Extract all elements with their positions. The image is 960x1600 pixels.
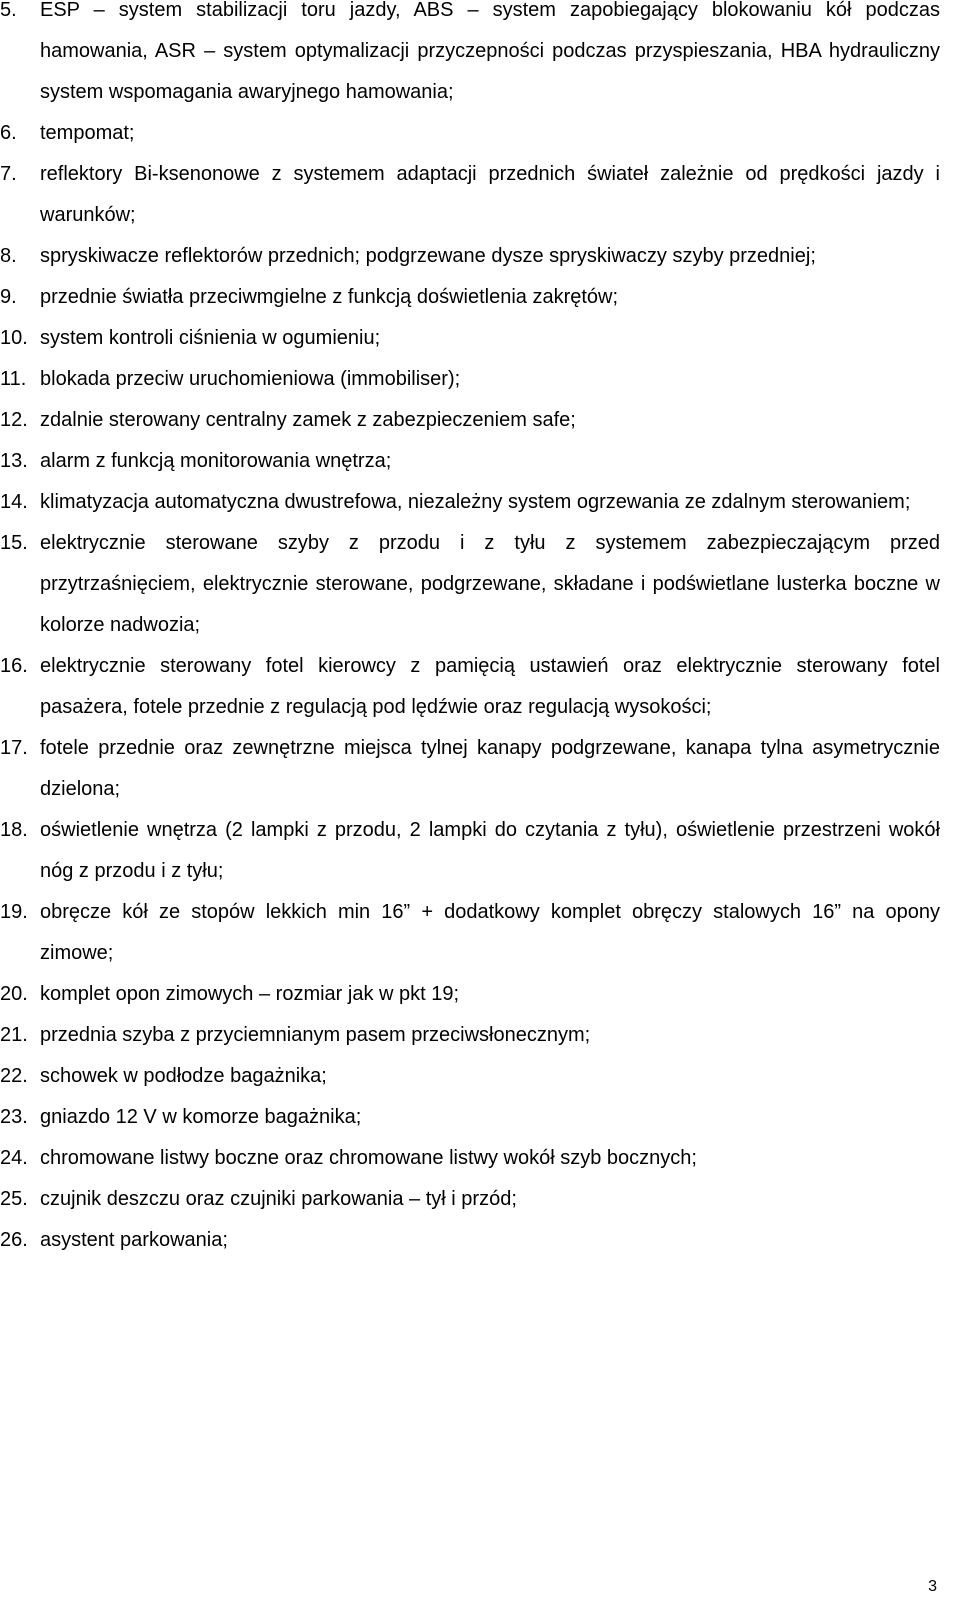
list-item-number: 7. (0, 163, 17, 185)
list-item-number: 18. (0, 819, 28, 841)
list-item-number: 6. (0, 122, 17, 144)
list-item-text: gniazdo 12 V w komorze bagażnika; (40, 1106, 362, 1128)
list-item-number: 16. (0, 655, 28, 677)
list-item (0, 400, 960, 441)
list-item-text: spryskiwacze reflektorów przednich; podgrzewane dysze spryskiwaczy szyby przedniej; (40, 245, 816, 267)
list-item-number: 20. (0, 983, 28, 1005)
list-item-number: 8. (0, 245, 17, 267)
list-item (0, 113, 960, 154)
list-item (0, 728, 960, 810)
list-item (0, 1097, 960, 1138)
list-item-text: komplet opon zimowych – rozmiar jak w pkt 19; (40, 983, 460, 1005)
list-item-text: oświetlenie wnętrza (2 lampki z przodu, 2 lampki do czytania z tyłu), oświetlenie przestrzeni wokół nóg z przodu i z tyłu; (40, 819, 940, 882)
list-item-text: zdalnie sterowany centralny zamek z zabezpieczeniem safe; (40, 409, 576, 431)
page-number: 3 (928, 1578, 937, 1595)
list-item (0, 1179, 960, 1220)
list-item-number: 23. (0, 1106, 28, 1128)
list-item (0, 154, 960, 236)
list-item-number: 14. (0, 491, 28, 513)
list-item-text: alarm z funkcją monitorowania wnętrza; (40, 450, 392, 472)
list-item-text: ESP – system stabilizacji toru jazdy, ABS – system zapobiegający blokowaniu kół podczas hamowania, ASR – system optymalizacji przyczepności podczas przyspieszania, HBA hydrauliczny system wspomagania awaryjnego hamowania; (40, 0, 940, 103)
list-item (0, 810, 960, 892)
list-item-number: 13. (0, 450, 28, 472)
list-item (0, 1138, 960, 1179)
list-item-number: 22. (0, 1065, 28, 1087)
list-item-number: 19. (0, 901, 28, 923)
list-item-number: 10. (0, 327, 28, 349)
list-item (0, 0, 960, 113)
list-item-text: obręcze kół ze stopów lekkich min 16” + dodatkowy komplet obręczy stalowych 16” na opony zimowe; (40, 901, 940, 964)
list-item-text: czujnik deszczu oraz czujniki parkowania – tył i przód; (40, 1188, 517, 1210)
list-item-number: 21. (0, 1024, 28, 1046)
list-item-text: asystent parkowania; (40, 1229, 228, 1251)
list-item-text: schowek w podłodze bagażnika; (40, 1065, 327, 1087)
list-item (0, 277, 960, 318)
list-item-number: 9. (0, 286, 17, 308)
list-item (0, 974, 960, 1015)
list-item-text: system kontroli ciśnienia w ogumieniu; (40, 327, 381, 349)
list-item-number: 11. (0, 368, 27, 390)
list-item-text: blokada przeciw uruchomieniowa (immobiliser); (40, 368, 461, 390)
list-item (0, 236, 960, 277)
list-item-text: reflektory Bi-ksenonowe z systemem adaptacji przednich świateł zależnie od prędkości jazdy i warunków; (40, 163, 940, 226)
list-item (0, 1220, 960, 1261)
list-item (0, 523, 960, 646)
list-item-number: 24. (0, 1147, 28, 1169)
list-item-number: 12. (0, 409, 28, 431)
list-item (0, 318, 960, 359)
list-item-text: fotele przednie oraz zewnętrzne miejsca tylnej kanapy podgrzewane, kanapa tylna asymetrycznie dzielona; (40, 737, 940, 800)
list-item (0, 1015, 960, 1056)
list-item (0, 892, 960, 974)
list-item-number: 5. (0, 0, 17, 21)
list-item (0, 441, 960, 482)
list-item (0, 482, 960, 523)
list-item-text: tempomat; (40, 122, 135, 144)
list-item-text: chromowane listwy boczne oraz chromowane listwy wokół szyb bocznych; (40, 1147, 697, 1169)
list-item-text: przednia szyba z przyciemnianym pasem przeciwsłonecznym; (40, 1024, 591, 1046)
list-item-number: 17. (0, 737, 28, 759)
list-item (0, 1056, 960, 1097)
list-item-number: 15. (0, 532, 28, 554)
list-item-text: elektrycznie sterowane szyby z przodu i z tyłu z systemem zabezpieczającym przed przytrzaśnięciem, elektrycznie sterowane, podgrzewane, składane i podświetlane lusterka boczne w kolorze nadwozia; (40, 532, 940, 636)
list-item-text: elektrycznie sterowany fotel kierowcy z pamięcią ustawień oraz elektrycznie sterowany fotel pasażera, fotele przednie z regulacją pod lędźwie oraz regulacją wysokości; (40, 655, 940, 718)
list-item-text: przednie światła przeciwmgielne z funkcją doświetlenia zakrętów; (40, 286, 619, 308)
list-item (0, 359, 960, 400)
list-item-number: 25. (0, 1188, 28, 1210)
list-item-text: klimatyzacja automatyczna dwustrefowa, niezależny system ogrzewania ze zdalnym sterowaniem; (40, 491, 911, 513)
list-item (0, 646, 960, 728)
list-item-number: 26. (0, 1229, 28, 1251)
